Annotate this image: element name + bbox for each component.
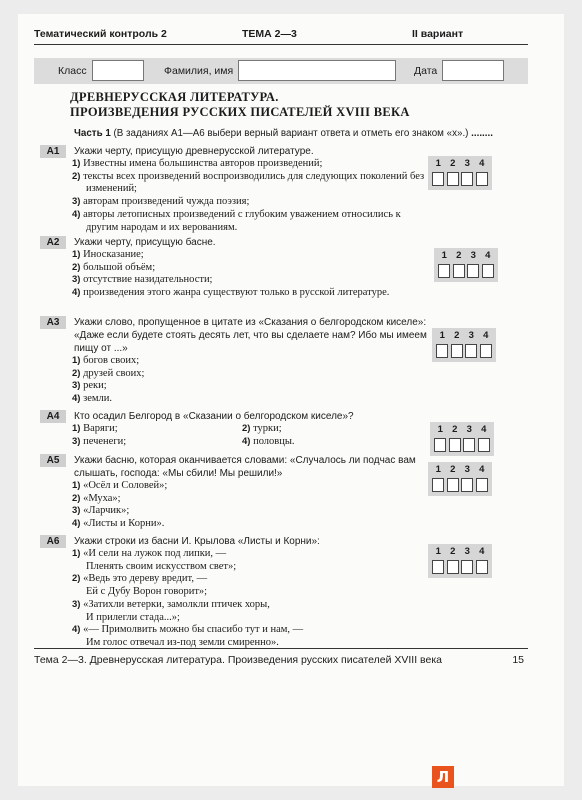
question-label: A1 <box>40 145 66 158</box>
answer-row <box>72 436 430 449</box>
answer-number: 3 <box>464 464 470 475</box>
option-text: авторам произведений чужда поэзия; <box>83 196 250 208</box>
answer-option <box>72 393 430 406</box>
question-text: Укажи строки из басни И. Крылова «Листы и Корни»: <box>74 536 320 547</box>
answer-number: 3 <box>470 250 476 261</box>
footer-rule <box>34 648 528 649</box>
page-title-line1: ДРЕВНЕРУССКАЯ ЛИТЕРАТУРА. <box>70 90 279 104</box>
option-text: реки; <box>83 380 107 392</box>
answer-checkbox[interactable] <box>438 264 450 278</box>
answer-option <box>72 493 430 506</box>
answer-checkbox[interactable] <box>449 438 461 452</box>
answer-number: 3 <box>466 424 472 435</box>
option-text: Известны имена большинства авторов произведений; <box>83 158 323 169</box>
option-text: «Муха»; <box>83 492 121 504</box>
answer-checkbox[interactable] <box>480 344 492 358</box>
option-number: 3) <box>72 598 81 610</box>
answer-checkbox[interactable] <box>482 264 494 278</box>
answer-number: 4 <box>479 158 485 169</box>
answer-checkbox[interactable] <box>447 172 459 186</box>
question-a3 <box>40 316 430 406</box>
answer-number: 2 <box>456 250 462 261</box>
answer-box-a6 <box>428 544 492 578</box>
answer-checkbox[interactable] <box>436 344 448 358</box>
question-text: Укажи черту, присущую древнерусской литературе. <box>74 146 314 157</box>
answer-checkbox[interactable] <box>476 560 488 574</box>
answer-checkbox[interactable] <box>447 478 459 492</box>
answer-option <box>72 573 430 598</box>
option-number: 1) <box>72 158 81 169</box>
answer-option <box>72 368 430 381</box>
option-text: земли. <box>83 393 113 405</box>
header-topic: ТЕМА 2—3 <box>242 28 297 40</box>
answer-option <box>72 171 430 196</box>
option-number: 4) <box>72 518 81 530</box>
option-text: большой объём; <box>83 261 156 273</box>
answer-checkbox[interactable] <box>432 172 444 186</box>
header-variant: II вариант <box>412 28 464 40</box>
answer-checkbox[interactable] <box>461 172 473 186</box>
option-text: Варяги; <box>83 423 118 434</box>
answer-checkbox[interactable] <box>476 172 488 186</box>
answer-number: 2 <box>450 546 456 557</box>
option-number: 3) <box>72 435 81 447</box>
question-text: Укажи басню, которая оканчивается словами: «Случалось ли подчас вам слышать, господа: «Мы сбили! Мы решили!» <box>74 455 416 479</box>
option-number: 4) <box>72 624 81 636</box>
answer-checkbox[interactable] <box>478 438 490 452</box>
name-field[interactable] <box>238 60 396 81</box>
answer-option <box>242 423 412 436</box>
answer-number: 1 <box>435 158 441 169</box>
answer-number: 3 <box>468 330 474 341</box>
answer-option <box>72 274 430 287</box>
publisher-logo: Л <box>432 766 454 788</box>
option-number: 2) <box>72 367 81 379</box>
option-number: 2) <box>72 170 81 182</box>
answer-number: 3 <box>464 546 470 557</box>
answer-number: 2 <box>452 424 458 435</box>
answer-row <box>72 423 430 436</box>
option-text: «Ведь это дереву вредит, — <box>83 573 208 585</box>
option-number: 4) <box>242 435 251 447</box>
question-label: A5 <box>40 454 66 467</box>
answer-number: 4 <box>481 424 487 435</box>
answer-checkbox[interactable] <box>451 344 463 358</box>
class-label: Класс <box>58 65 87 77</box>
answer-option <box>72 505 430 518</box>
question-a6 <box>40 535 430 650</box>
option-text: половцы. <box>253 435 295 447</box>
answer-number: 2 <box>450 464 456 475</box>
answer-number: 4 <box>479 546 485 557</box>
answer-box-a2 <box>434 248 498 282</box>
answer-option <box>72 436 242 449</box>
question-label: A3 <box>40 316 66 329</box>
part-dots: ........ <box>471 128 493 139</box>
option-number: 4) <box>72 393 81 405</box>
answer-option <box>72 518 430 531</box>
option-text: произведения этого жанра существуют только в русской литературе. <box>83 287 390 299</box>
answer-option <box>72 599 430 624</box>
answer-checkbox[interactable] <box>434 438 446 452</box>
answer-box-a1 <box>428 156 492 190</box>
question-a4 <box>40 410 430 448</box>
option-text: «И сели на лужок под липки, — <box>83 548 227 559</box>
part-label: Часть 1 <box>74 128 111 139</box>
page-footer <box>34 654 528 666</box>
answer-number: 1 <box>435 464 441 475</box>
answer-checkbox[interactable] <box>467 264 479 278</box>
option-number: 3) <box>72 380 81 392</box>
answer-checkbox[interactable] <box>465 344 477 358</box>
option-text: тексты всех произведений воспроизводились для следующих поколений без изменений; <box>83 170 425 195</box>
question-label: A2 <box>40 236 66 249</box>
date-field[interactable] <box>442 60 504 81</box>
question-a1 <box>40 145 430 234</box>
answer-box-a4 <box>430 422 494 456</box>
answer-checkbox[interactable] <box>447 560 459 574</box>
answer-number: 2 <box>450 158 456 169</box>
answer-option <box>72 423 242 436</box>
option-text: турки; <box>253 423 282 434</box>
part-instruction <box>74 128 493 139</box>
option-number: 1) <box>72 548 81 559</box>
answer-option <box>72 287 430 300</box>
question-label: A4 <box>40 410 66 423</box>
option-number: 4) <box>72 208 81 220</box>
answer-option <box>72 262 430 275</box>
answer-number: 4 <box>479 464 485 475</box>
answer-option <box>242 436 412 449</box>
option-text: Иносказание; <box>83 249 144 260</box>
answer-checkbox[interactable] <box>461 560 473 574</box>
question-a2 <box>40 236 430 300</box>
option-text: друзей своих; <box>83 367 145 379</box>
header-rule <box>34 44 528 45</box>
option-text-line2: Им голос отвечал из-под земли смиренно». <box>86 636 279 648</box>
answer-number: 1 <box>441 250 447 261</box>
name-label: Фамилия, имя <box>164 65 234 77</box>
answer-checkbox[interactable] <box>432 478 444 492</box>
answer-number: 4 <box>483 330 489 341</box>
answer-checkbox[interactable] <box>476 478 488 492</box>
option-text: «Затихли ветерки, замолкли птичек хоры, <box>83 598 270 610</box>
answer-option <box>72 380 430 393</box>
option-text-line2: Ей с Дубу Ворон говорит»; <box>86 586 208 598</box>
option-number: 1) <box>72 423 81 434</box>
question-text: Укажи черту, присущую басне. <box>74 237 216 248</box>
option-text: «Осёл и Соловей»; <box>83 480 168 491</box>
option-text-line2: Пленять своим искусством свет»; <box>86 560 237 572</box>
answer-option <box>72 355 430 368</box>
option-text: «Листы и Корни». <box>83 518 165 530</box>
answer-number: 1 <box>437 424 443 435</box>
option-number: 3) <box>72 505 81 517</box>
answer-option <box>72 624 430 649</box>
option-number: 1) <box>72 480 81 491</box>
answer-checkbox[interactable] <box>463 438 475 452</box>
option-text: печенеги; <box>83 435 127 447</box>
date-label: Дата <box>414 65 438 77</box>
page-number: 15 <box>512 654 524 666</box>
answer-number: 2 <box>454 330 460 341</box>
answer-option <box>72 158 430 171</box>
option-text: богов своих; <box>83 355 140 366</box>
answer-option <box>72 249 430 262</box>
answer-option <box>72 209 430 234</box>
option-number: 2) <box>72 573 81 585</box>
question-text: Укажи слово, пропущенное в цитате из «Сказания о белгородском киселе»: «Даже если будете стоять десять лет, что вы сделаете нам? Ибо мы имеем пищу от ...» <box>74 317 427 354</box>
option-number: 4) <box>72 287 81 299</box>
answer-box-a3 <box>432 328 496 362</box>
option-text: «— Примолвить можно бы спасибо тут и нам, — <box>83 624 304 636</box>
option-text: «Ларчик»; <box>83 505 130 517</box>
answer-number: 3 <box>464 158 470 169</box>
option-number: 2) <box>72 492 81 504</box>
option-number: 1) <box>72 249 81 260</box>
answer-checkbox[interactable] <box>453 264 465 278</box>
question-a5 <box>40 454 430 531</box>
answer-number: 4 <box>485 250 491 261</box>
footer-text: Тема 2—3. Древнерусская литература. Произведения русских писателей XVIII века <box>34 654 442 666</box>
question-text: Кто осадил Белгород в «Сказании о белгородском киселе»? <box>74 411 354 422</box>
question-label: A6 <box>40 535 66 548</box>
option-number: 3) <box>72 274 81 286</box>
answer-box-a5 <box>428 462 492 496</box>
page-title-line2: ПРОИЗВЕДЕНИЯ РУССКИХ ПИСАТЕЛЕЙ XVIII ВЕКА <box>70 105 410 119</box>
answer-checkbox[interactable] <box>461 478 473 492</box>
option-number: 3) <box>72 196 81 208</box>
option-number: 2) <box>242 423 251 434</box>
option-text: авторы летописных произведений с глубоким уважением относились к другим народам и их верованиям. <box>83 208 401 233</box>
class-field[interactable] <box>92 60 144 81</box>
answer-option <box>72 480 430 493</box>
part-instruction-text: (В заданиях А1—А6 выбери верный вариант ответа и отметь его знаком «х».) <box>113 128 469 139</box>
answer-option <box>72 548 430 573</box>
option-number: 2) <box>72 261 81 273</box>
header-left: Тематический контроль 2 <box>34 28 167 40</box>
option-text: отсутствие назидательности; <box>83 274 213 286</box>
option-text-line2: И прилегли стада...»; <box>86 611 180 623</box>
option-number: 1) <box>72 355 81 366</box>
answer-option <box>72 196 430 209</box>
answer-number: 1 <box>435 546 441 557</box>
answer-number: 1 <box>439 330 445 341</box>
answer-checkbox[interactable] <box>432 560 444 574</box>
